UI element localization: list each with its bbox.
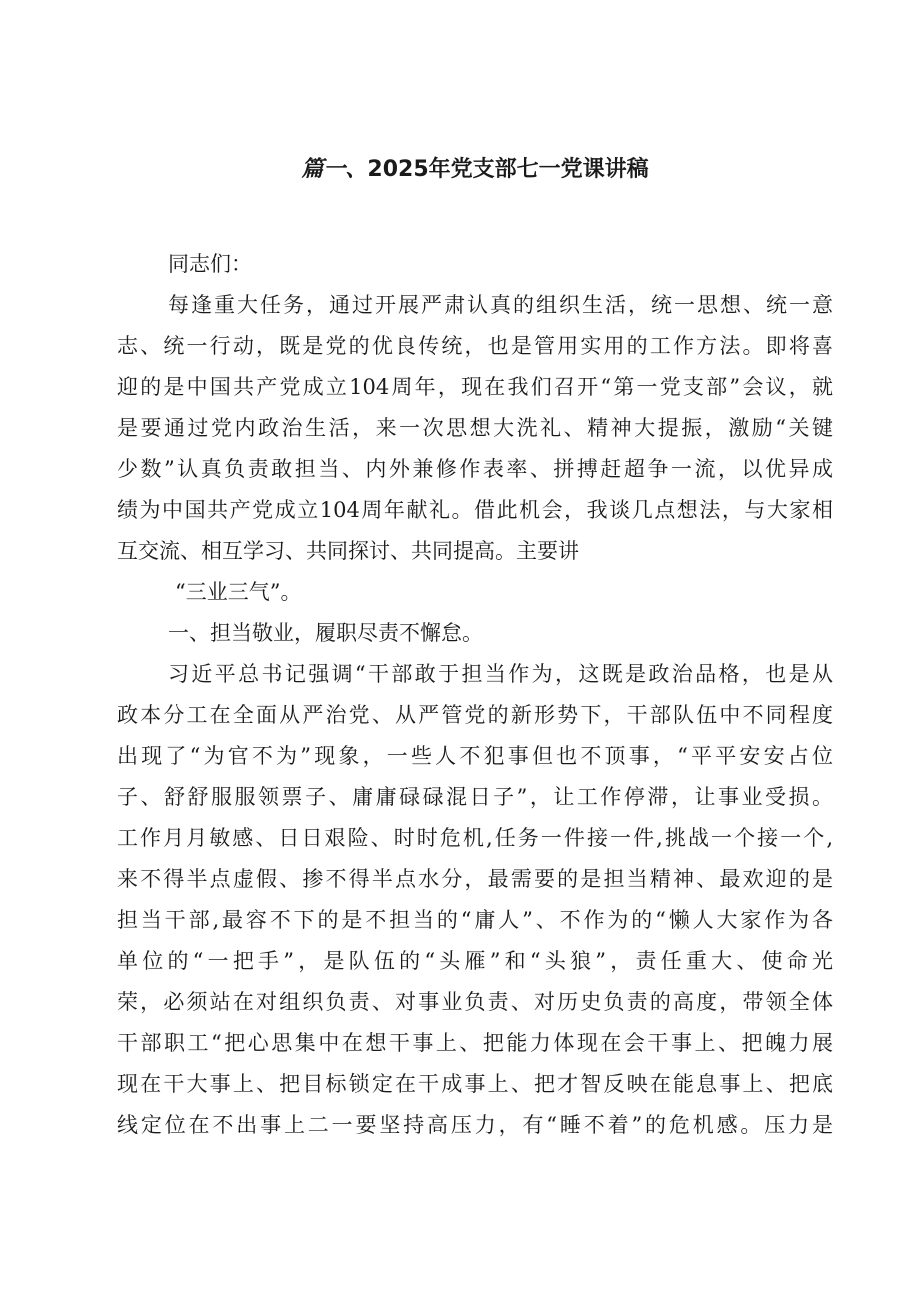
paragraph-line: 互交流、相互学习、共同探讨、共同提高。主要讲	[117, 539, 579, 563]
document-title	[0, 152, 920, 183]
paragraph-line: 少数”认真负责敢担当、内外兼修作表率、拼搏赶超争一流，以优异成	[117, 457, 833, 481]
paragraph-line: 绩为中国共产党成立104周年献礼。借此机会，我谈几点想法，与大家相	[117, 498, 833, 522]
section-heading: 一、担当敬业，履职尽责不懈怠。	[168, 621, 483, 645]
paragraph-line: 政本分工在全面从严治党、从严管党的新形势下，干部队伍中不同程度	[117, 703, 833, 727]
paragraph-line: 干部职工“把心思集中在想干事上、把能力体现在会干事上、把魄力展	[117, 1031, 833, 1055]
paragraph-line: 工作月月敏感、日日艰险、时时危机,任务一件接一件,挑战一个接一个,	[117, 826, 833, 850]
paragraph-line: 出现了“为官不为”现象，一些人不犯事但也不顶事，“平平安安占位	[117, 744, 833, 768]
paragraph-line: 每逢重大任务，通过开展严肃认真的组织生活，统一思想、统一意	[168, 293, 833, 317]
paragraph-line: 单位的“一把手”，是队伍的“头雁”和“头狼”，责任重大、使命光	[117, 949, 833, 973]
title-main: 2025年党支部七一党课讲稿	[367, 157, 649, 182]
paragraph-line: 志、统一行动，既是党的优良传统，也是管用实用的工作方法。即将喜	[117, 334, 833, 358]
paragraph-line: 线定位在不出事上二一要坚持高压力，有“睡不着”的危机感。压力是	[117, 1113, 833, 1137]
salutation: 同志们：	[168, 252, 252, 276]
paragraph-line: 子、舒舒服服领票子、庸庸碌碌混日子”，让工作停滞，让事业受损。	[117, 785, 833, 809]
paragraph-line: 来不得半点虚假、掺不得半点水分，最需要的是担当精神、最欢迎的是	[117, 867, 833, 891]
document-body	[117, 244, 833, 1146]
paragraph-line: 现在干大事上、把目标锁定在干成事上、把才智反映在能息事上、把底	[117, 1072, 833, 1096]
paragraph-line: 担当干部,最容不下的是不担当的“庸人”、不作为的“懒人大家作为各	[117, 908, 833, 932]
title-prefix: 篇一、	[301, 157, 368, 182]
paragraph-line: 习近平总书记强调“干部敢于担当作为，这既是政治品格，也是从	[168, 662, 833, 686]
paragraph-line: “三业三气”。	[175, 580, 302, 604]
paragraph-line: 是要通过党内政治生活，来一次思想大洗礼、精神大提振，激励“关键	[117, 416, 833, 440]
paragraph-line: 荣，必须站在对组织负责、对事业负责、对历史负责的高度，带领全体	[117, 990, 833, 1014]
paragraph-line: 迎的是中国共产党成立104周年，现在我们召开“第一党支部”会议，就	[117, 375, 833, 399]
